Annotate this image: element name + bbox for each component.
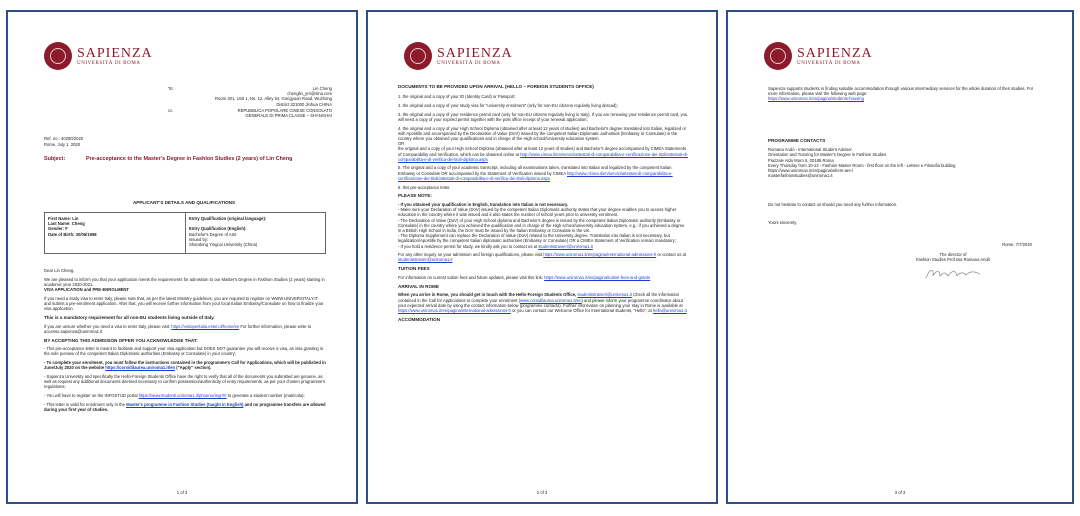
tuition-text: For information on current tuition fees and future updates, please visit this link: [398,274,544,280]
arrival-end: or you can contact our Welcome Office for international students, "Hello", at [512,307,652,313]
acknowledge-item-4-tail: to generate a student number (matricola); [227,393,305,399]
cc-line: REPUBBLICA POPOLARE CINESE CONSOLATO [237,108,332,113]
note-item-1: - If you obtained your qualification in English, translation into Italian is not necessary. [398,201,569,207]
arrival-text: Check all the information contained in the Call for Applications to complete your enrolment [398,292,680,303]
note-item-4: - The Diploma Supplement can replace the Declaration of Value (DoV) related to the University degree. Translation into Italian is not necessary, but legalization/Apostille by the competent Italian diplomatic authorities (Embassy or Consulate) OR a CIMEA Statement of Verification remain mandatory; [398,233,676,244]
document-item-or: OR [398,141,405,147]
letter-page-2 [366,10,718,504]
corsidilaurea-link-2[interactable]: www.corsidilaurea.uniroma1.it/en [519,297,582,303]
subject-label: Subject: [44,156,66,162]
table-divider [185,213,186,253]
cimea-link[interactable]: http://www.cimea.it/en/servizi/attestati-di-comparabilita-e-certificazione-dei-titoli/attestati-di-comparabilita-e-di-verifica-dei-titoli-diploma.aspx [398,151,689,162]
letter-date: Rome, July 1, 2020 [44,142,81,147]
cc-block [132,108,332,118]
recipient-line: Room 401, Unit 1, No. 12, Alley 54, Gongyuan Road, Wuzhong [214,96,332,102]
page-number: 2 of 3 [536,490,548,495]
recipient-line: District 321000 Jinhua CHINA [276,101,332,107]
letter-body-1 [44,268,326,416]
sapienza-seal-icon [764,42,792,70]
reference-number: Ref. no.: 40290/2020 [44,136,84,141]
sapienza-logo [404,42,513,70]
tuition-heading: TUITION FEES [398,266,430,272]
signature-title: The director of [939,252,967,257]
sapienza-logo [764,42,873,70]
housing-intro: Sapienza supports students in finding suitable accommodation through various intermediary services for the whole duration of their studies. For more information, please visit the following web page: [768,86,1034,97]
letter-body-3 [768,86,1038,105]
logo-name: SAPIENZA [77,45,153,61]
programme-contacts-block [768,138,1038,178]
arrival-heading: ARRIVAL IN ROME [398,283,439,289]
sapienza-logo [44,42,153,70]
visa-paragraph: If you need a study visa to enter Italy, please note that, as per the latest Ministry guidelines, you are required to register on WWW.UNIVERSITALY.IT and submit a pre-enrolment application. After that, you will receive further information from your local Italian Embassy/Consulate on how to finalize your visa application. [44,295,324,312]
qualification-english-value: Bachelor's Degree of Arts [189,231,237,237]
applicant-birth-date: Date of Birth: 30/05/1998 [48,231,97,237]
cc-line: GENERALE DI PRIMA CLASSE – SHANGHAI [245,113,332,119]
logo-subtitle: UNIVERSITÀ DI ROMA [437,60,501,66]
documents-heading: DOCUMENTS TO BE PROVIDED UPON ARRIVAL (HELLO – FOREIGN STUDENTS OFFICE) [398,84,594,89]
cc-label: cc. [168,108,174,113]
document-item-3: 3. the original and a copy of your residence permit card (only for non-EU citizens regularly living in Italy). If you are renewing your residence permit card, you will need a copy of your expired permit together with the post office receipt of your renewal application; [398,111,688,122]
inquiry-mid: or contact us at [657,252,686,258]
logo-name: SAPIENZA [437,45,513,61]
page-number: 1 of 3 [176,490,188,495]
signature-block [888,252,1018,262]
note-item-3: - The Declaration of Value (DoV) of your High School diploma and Bachelor's degree is issued by the competent Italian Diplomatic authority (Embassy or Consulate) in the country where you achieved the qualification and in charge of the High school/university education system, e.g.: if you achieved a degree in a British High School in India, the DoV must be issued by the Italian Embassy or Consulate in the UK. [398,217,685,233]
visa-unsure-tail: For further information, please write to accesso.sapienza@uniroma1.it [44,323,312,334]
acknowledge-item-5-tail: and no programme transfers are allowed during your first year of studies. [44,401,326,413]
section-title: APPLICANT'S DETAILS AND QUALIFICATIONS [132,200,236,205]
programme-contacts-heading: PROGRAMME CONTACTS [768,138,826,143]
document-item-4b: the original and a copy of your High School Diploma (obtained after at least 12 years of studies) and Bachelor's degree accompanied by CIMEA Statements of Comparability and Verification, which can be obtained online at [398,146,687,157]
letter-page-1 [6,10,358,504]
acknowledge-item-1: - This pre-acceptance letter is meant to facilitate and support your visa application but DOES NOT guarantee you will receive a visa, as visa granting is the sole purview of the competent Italian Diplomatic authorities (Embassy or Consulate) in your country; [44,346,323,357]
document-item-5: 5. The original and a copy of your academic transcript, including all examinations taken, translated into Italian and legalized by the competent Italian Embassy or Consulate OR accompanied by the Statement of Verification issued by CIMEA [398,165,672,176]
contact-line: Romana Andò - International Student Advisor [768,147,852,153]
visa-unsure-text: If you are unsure whether you need a visa to enter Italy, please visit: [44,323,171,329]
mandatory-notice: This is a mandatory requirement for all non-EU students living outside of Italy. [44,314,215,320]
signature-name: Fashion Studies Prof.ssa Romana Andò [915,257,991,263]
logo-name: SAPIENZA [797,45,873,61]
housing-link[interactable]: https://www.uniroma1.it/en/pagina/students-housing [768,96,864,102]
international-admissions-link[interactable]: https://www.uniroma1.it/en/pagina/international-admissions-0 [543,252,657,258]
recipient-block [132,86,332,107]
corsidilaurea-link[interactable]: https://corsidilaurea.uniroma1.it/en [105,365,176,371]
inquiry-text: For any other inquiry on your admission and foreign qualifications, please visit [398,252,543,258]
note-heading: PLEASE NOTE: [398,193,432,199]
recipient-line: chenglin_yrn@sina.com [287,91,332,97]
applicant-gender: Gender: F [48,226,68,232]
contact-line: masterfashionstudies@uniroma1.it [768,173,833,179]
arrival-bold: When you arrive in Rome, you should get in touch with the Hello-Foreign Students Office, [398,292,577,298]
qualification-original-label: Entry Qualification (original language): [189,216,267,221]
tuition-link[interactable]: https://www.uniroma1.it/en/pagina/tuition-fees-and-grants [544,274,651,280]
recipient-line: Lin Cheng [312,86,332,91]
applicant-first-name: First Name: Lin [48,216,79,221]
sapienza-seal-icon [44,42,72,70]
applicant-last-name: Last Name: Cheng [48,221,85,227]
acknowledge-item-2: - To complete your enrolment, you must follow the instructions contained in the programme's Call for Applications, which will be published in June/July 2020 on the website [44,360,326,371]
applicant-cell-left [48,216,178,237]
applicant-cell-right [189,216,321,247]
to-label: To: [168,86,174,91]
document-item-4: 4. the original and a copy of your High School Diploma (obtained after at least 12 years of studies) and Bachelor's degree translated into Italian, legalized or with Apostille and accompanied by the Declaration of Value (DoV) issued by the competent Italian Diplomatic authorities (Embassy or Consulate) in the country where you obtained your qualifications and in charge of the High school/University education system [398,125,687,141]
hesitate-text: Do not hesitate to contact us should you need any further information. [768,202,898,207]
closing-text: Yours sincerely, [768,220,798,225]
acknowledge-item-2-tail: ("Apply" section). [176,365,212,371]
contact-line: Orientation and Tutoring for Master's Degree in Fashion Studies [768,152,887,158]
applicant-details-table [44,212,326,254]
sapienza-seal-icon [404,42,432,70]
visa-info-link[interactable]: https://vistoperitalia.esteri.it/home/en [171,323,240,329]
student-office-email-2[interactable]: studentistranieri@uniroma1.it [398,257,453,263]
document-item-1: 1. the original and a copy of your ID (Identity Card) or Passport; [398,94,516,100]
signature-date: Rome, 7/7/2020 [1002,242,1032,247]
logo-subtitle: UNIVERSITÀ DI ROMA [797,60,861,66]
greeting: Dear Lin Cheng, [44,268,75,273]
fashion-programme-link[interactable]: Master's programme in Fashion Studies (taught in English) [126,401,244,407]
letter-body-2: DOCUMENTS TO BE PROVIDED UPON ARRIVAL (HELLO – FOREIGN STUDENTS OFFICE) 1. the original and a copy of your ID (Identity Card) or Passport; 2. the original and a copy of your study visa for "university enrolment" (only for non-EU citizens regularly living abroad); 3. the original and a copy of your residence permit card (only for non-EU citizens regularly living in Italy). If you are renewing your residence permit card, you will need a copy of your expired permit together with the post office receipt of your renewal application; 4. the original and a copy of your High School Diploma (obtained after at least 12 years of studies) and Bachelor's degree translated into Italian, legalized or with Apostille and accompanied by the Declaration of Value (DoV) issued by the competent Italian Diplomatic authorities (Embassy or Consulate) in the country where you obtained your qualifications and in charge of the High school/University education system OR the original and a copy of your High School Diploma (obtained after at least 12 years of studies) and Bachelor's degree accompanied by CIMEA Statements of Comparability and Verification, which can be obtained online at http://www.cimea.it/en/servizi/attestati-di-comparabilita-e-certificazione-dei-titoli/attestati-di-comparabilita-e-di-verifica-dei-titoli-diploma.aspx 5. The original and a copy of your academic transcript, including all examinations taken, translated into Italian and legalized by the competent Italian Embassy or Consulate OR accompanied by the Statement of Verification issued by CIMEA http://www.cimea.it/en/servizi/attestati-di-comparabilita-e-certificazione-dei-titoli/attestati-di-comparabilita-e-di-verifica-dei-titoli-diploma.aspx 6. this pre-acceptance letter. PLEASE NOTE: - If you obtained your qualification in English, translation into Italian is not necessary. - Make sure your Declaration of Value (DoV) issued by the competent Italian Diplomatic authority states that your degree enables you to access higher education in the country where it was issued and it also states the number of school years prior to university enrolment. - The Declaration of Value (DoV) of your High School diploma and Bachelor's degree is issued by the competent Italian Diplomatic authority (Embassy or Consulate) in the country where you achieved the qualification and in charge of the High school/university education system, e.g.: if you achieved a degree in a British High School in India, the DoV must be issued by the Italian Embassy or Consulate in the UK. - The Diploma Supplement can replace the Declaration of Value (DoV) related to the University degree. Translation into Italian is not necessary, but legalization/Apostille by the competent Italian diplomatic authorities (Embassy or Consulate) OR a CIMEA Statement of Verification remain mandatory; - If you hold a residence permit for study, we kindly ask you to contact us at studentistranieri@uniroma1.it For any other inquiry on your admission and foreign qualifications, please visit https://www.uniroma1.it/en/pagina/international-admissions-0 or contact us at studentistranieri@uniroma1.it TUITION FEES For information on current tuition fees and future updates, please visit this link: https://www.uniroma1.it/en/pagina/tuition-fees-and-grants ARRIVAL IN ROME When you arrive in Rome, you should get in touch with the Hello-Foreign Students Office, studentistranieri@uniroma1.it Check all the information contained in the Call for Applications to complete your enrolment (www.corsidilaurea.uniroma1.it/en) and please inform your programme coordinator about your expected arrival date by using the contact information below (programme contacts). Further information on planning your stay in Rome is available at https://www.uniroma1.it/en/pagina/international-admissions-0 or you can contact our Welcome Office for international students, "Hello", at hello@uniroma1.it ACCOMMODATION [398,84,689,322]
note-item-2: - Make sure your Declaration of Value (DoV) issued by the competent Italian Diplomatic authority states that your degree enables you to access higher education in the country where it was issued and it also states the number of school years prior to university enrolment. [398,207,677,218]
intro-paragraph: We are pleased to inform you that your application meets the requirements for admission to our Master's Degree in Fashion Studies (2 years) starting in academic year 2020-2021. [44,276,325,287]
document-item-6: 6. this pre-acceptance letter. [398,184,451,190]
qualification-english-label: Entry Qualification (English): [189,226,247,232]
student-office-email-3[interactable]: studentistranieri@uniroma1.it [577,292,632,298]
qualification-issuer-label: Issued by: [189,236,209,242]
hello-email-link[interactable]: hello@uniroma1.it [652,307,687,313]
contact-line: Every Thursday from 10-12 - Fashion Master Room - first floor on the left - Lettere e Filosofia building [768,162,956,168]
document-item-2: 2. the original and a copy of your study visa for "university enrolment" (only for non-EU citizens regularly living abroad); [398,102,618,108]
handwritten-signature-icon [924,266,984,282]
page-number: 3 of 3 [894,490,906,495]
note-item-5: - If you hold a residence permit for study, we kindly ask you to contact us at [398,243,538,249]
cimea-link-2[interactable]: http://www.cimea.it/en/servizi/attestati-di-comparabilita-e-certificazione-dei-titoli/attestati-di-comparabilita-e-di-verifica-dei-titoli-diploma.aspx [398,170,673,181]
accommodation-heading: ACCOMMODATION [398,316,441,322]
acknowledge-item-4: - You will have to register on the INFOSTUD portal [44,393,138,399]
acknowledge-heading: BY ACCEPTING THIS ADMISSION OFFER YOU ACKNOWLEDGE THAT: [44,337,198,343]
visa-heading: VISA APPLICATION and PRE-ENROLMENT [44,287,129,293]
acknowledge-item-5: - This letter is valid for enrolment only in the [44,401,125,407]
logo-subtitle: UNIVERSITÀ DI ROMA [77,60,141,66]
acknowledge-item-3: - Sapienza University and specifically the Hello-Foreign Students Office have the right to verify that all of the documents you submitted are genuine, as well as request any additional documents deemed necessary to confirm possession/authenticity of entry requirements, as per your chosen programme's regulations; [44,374,326,390]
infostud-link[interactable]: https://www.studenti.uniroma1.it/phoenix/ingr/#/ [138,393,227,399]
letter-page-3 [726,10,1074,504]
contact-line: Piazzale Aldo Moro 5, 00185 Roma [768,157,834,163]
student-office-email[interactable]: studentistranieri@uniroma1.it [538,243,593,249]
subject-text: Pre-acceptance to the Master's Degree in Fashion Studies (2 years) of Lin Cheng [86,156,293,162]
qualification-issuer-value: Shandong Yingcai University (China) [189,242,258,248]
contact-line: https://www.uniroma1.it/en/pagina/where-are-i [768,168,854,174]
international-admissions-link-2[interactable]: https://www.uniroma1.it/en/pagina/international-admissions-0 [398,307,511,313]
arrival-tail: and please inform your programme coordinator about your expected arrival date by using the contact information below (programme contacts). Further information on planning your stay in Rome is available at [398,297,683,308]
